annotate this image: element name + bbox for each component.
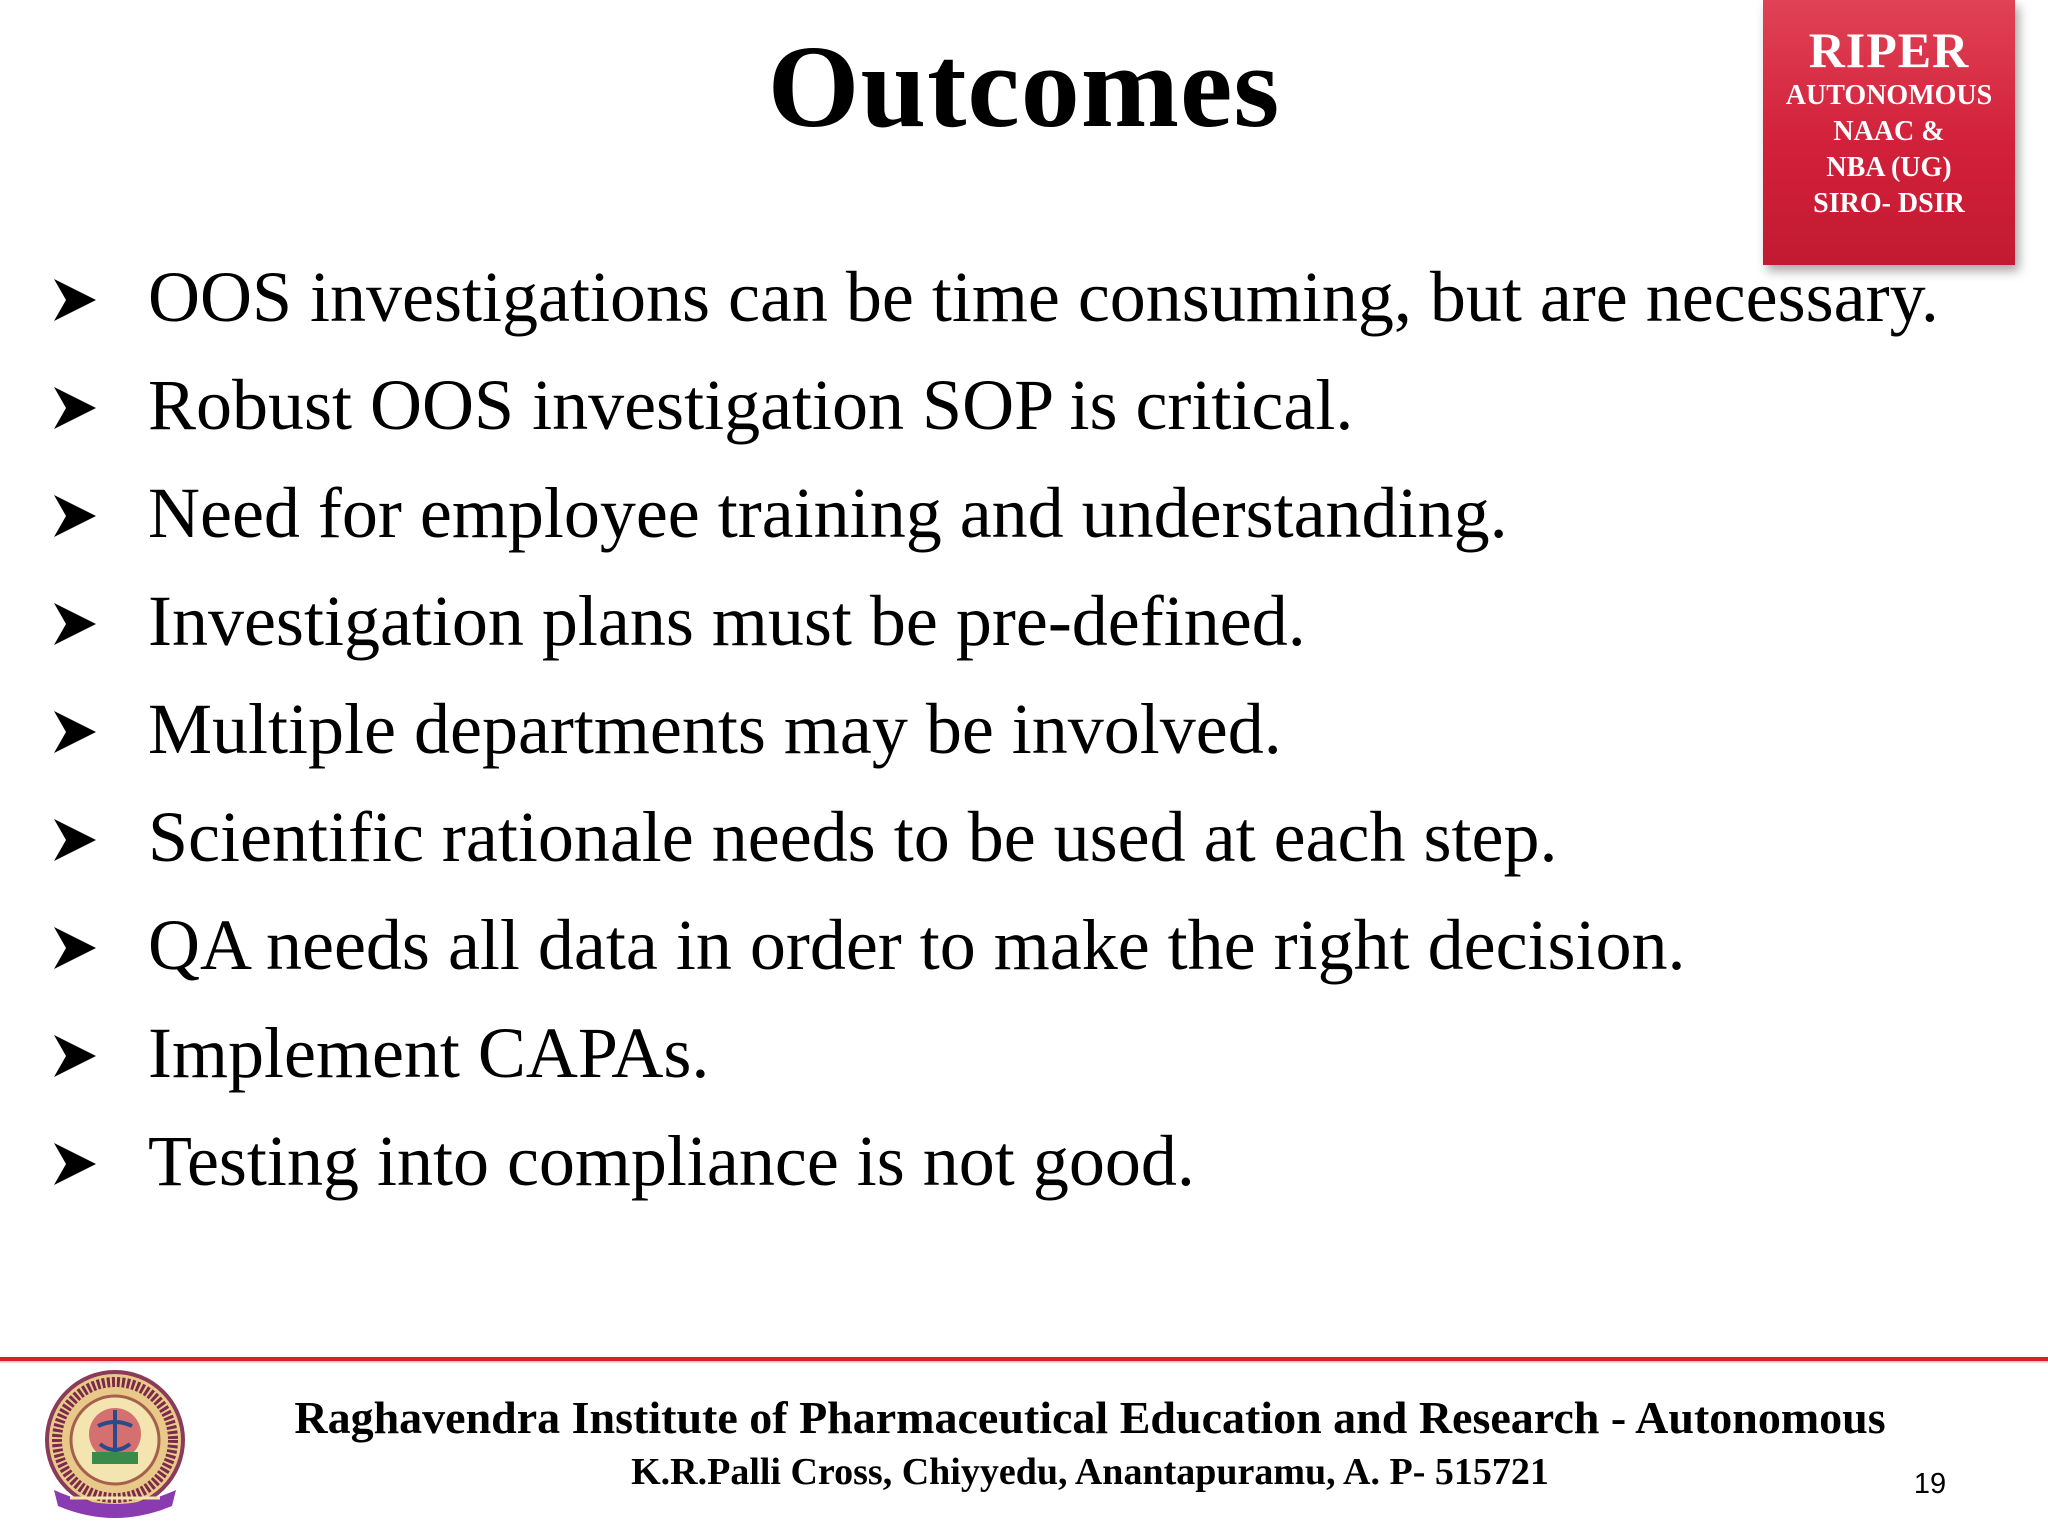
arrowhead-bullet-icon [52,925,98,971]
badge-line-siro: SIRO- DSIR [1813,188,1965,219]
bullet-text: QA needs all data in order to make the right decision. [148,905,1686,985]
bullet-item [44,895,2034,995]
arrowhead-bullet-icon [52,1033,98,1079]
arrowhead-bullet-icon [52,601,98,647]
bullet-item [44,571,2034,671]
bullet-text: Robust OOS investigation SOP is critical. [148,365,1354,445]
bullet-item [44,355,2034,455]
arrowhead-bullet-icon [52,277,98,323]
bullet-item [44,463,2034,563]
footer-institution: Raghavendra Institute of Pharmaceutical Education and Research - Autonomous [294,1392,1886,1443]
bullet-item [44,787,2034,887]
footer-address: K.R.Palli Cross, Chiyyedu, Anantapuramu, A. P- 515721 [631,1451,1549,1493]
arrowhead-bullet-icon [52,709,98,755]
footer-divider-shadow [0,1361,2048,1364]
bullet-text: OOS investigations can be time consuming, but are necessary. [148,257,1939,337]
institute-seal-icon [40,1368,190,1524]
badge-title: RIPER [1808,22,1970,78]
arrowhead-bullet-icon [52,385,98,431]
arrowhead-bullet-icon [52,493,98,539]
slide-title: Outcomes [767,21,1281,152]
bullet-text: Testing into compliance is not good. [148,1121,1195,1201]
arrowhead-bullet-icon [52,1141,98,1187]
bullet-text: Need for employee training and understanding. [148,473,1508,553]
bullet-text: Implement CAPAs. [148,1013,710,1093]
page-number: 19 [1913,1468,1947,1500]
badge-line-naac: NAAC & [1833,116,1945,147]
bullet-item [44,1111,2034,1211]
badge-line-nba: NBA (UG) [1826,152,1952,183]
badge-line-autonomous: AUTONOMOUS [1785,80,1993,111]
bullet-text: Multiple departments may be involved. [148,689,1282,769]
bullet-item [44,679,2034,779]
arrowhead-bullet-icon [52,817,98,863]
bullet-item [44,1003,2034,1103]
bullet-text: Scientific rationale needs to be used at each step. [148,797,1558,877]
bullet-item [44,247,2034,347]
bullet-text: Investigation plans must be pre-defined. [148,581,1306,661]
